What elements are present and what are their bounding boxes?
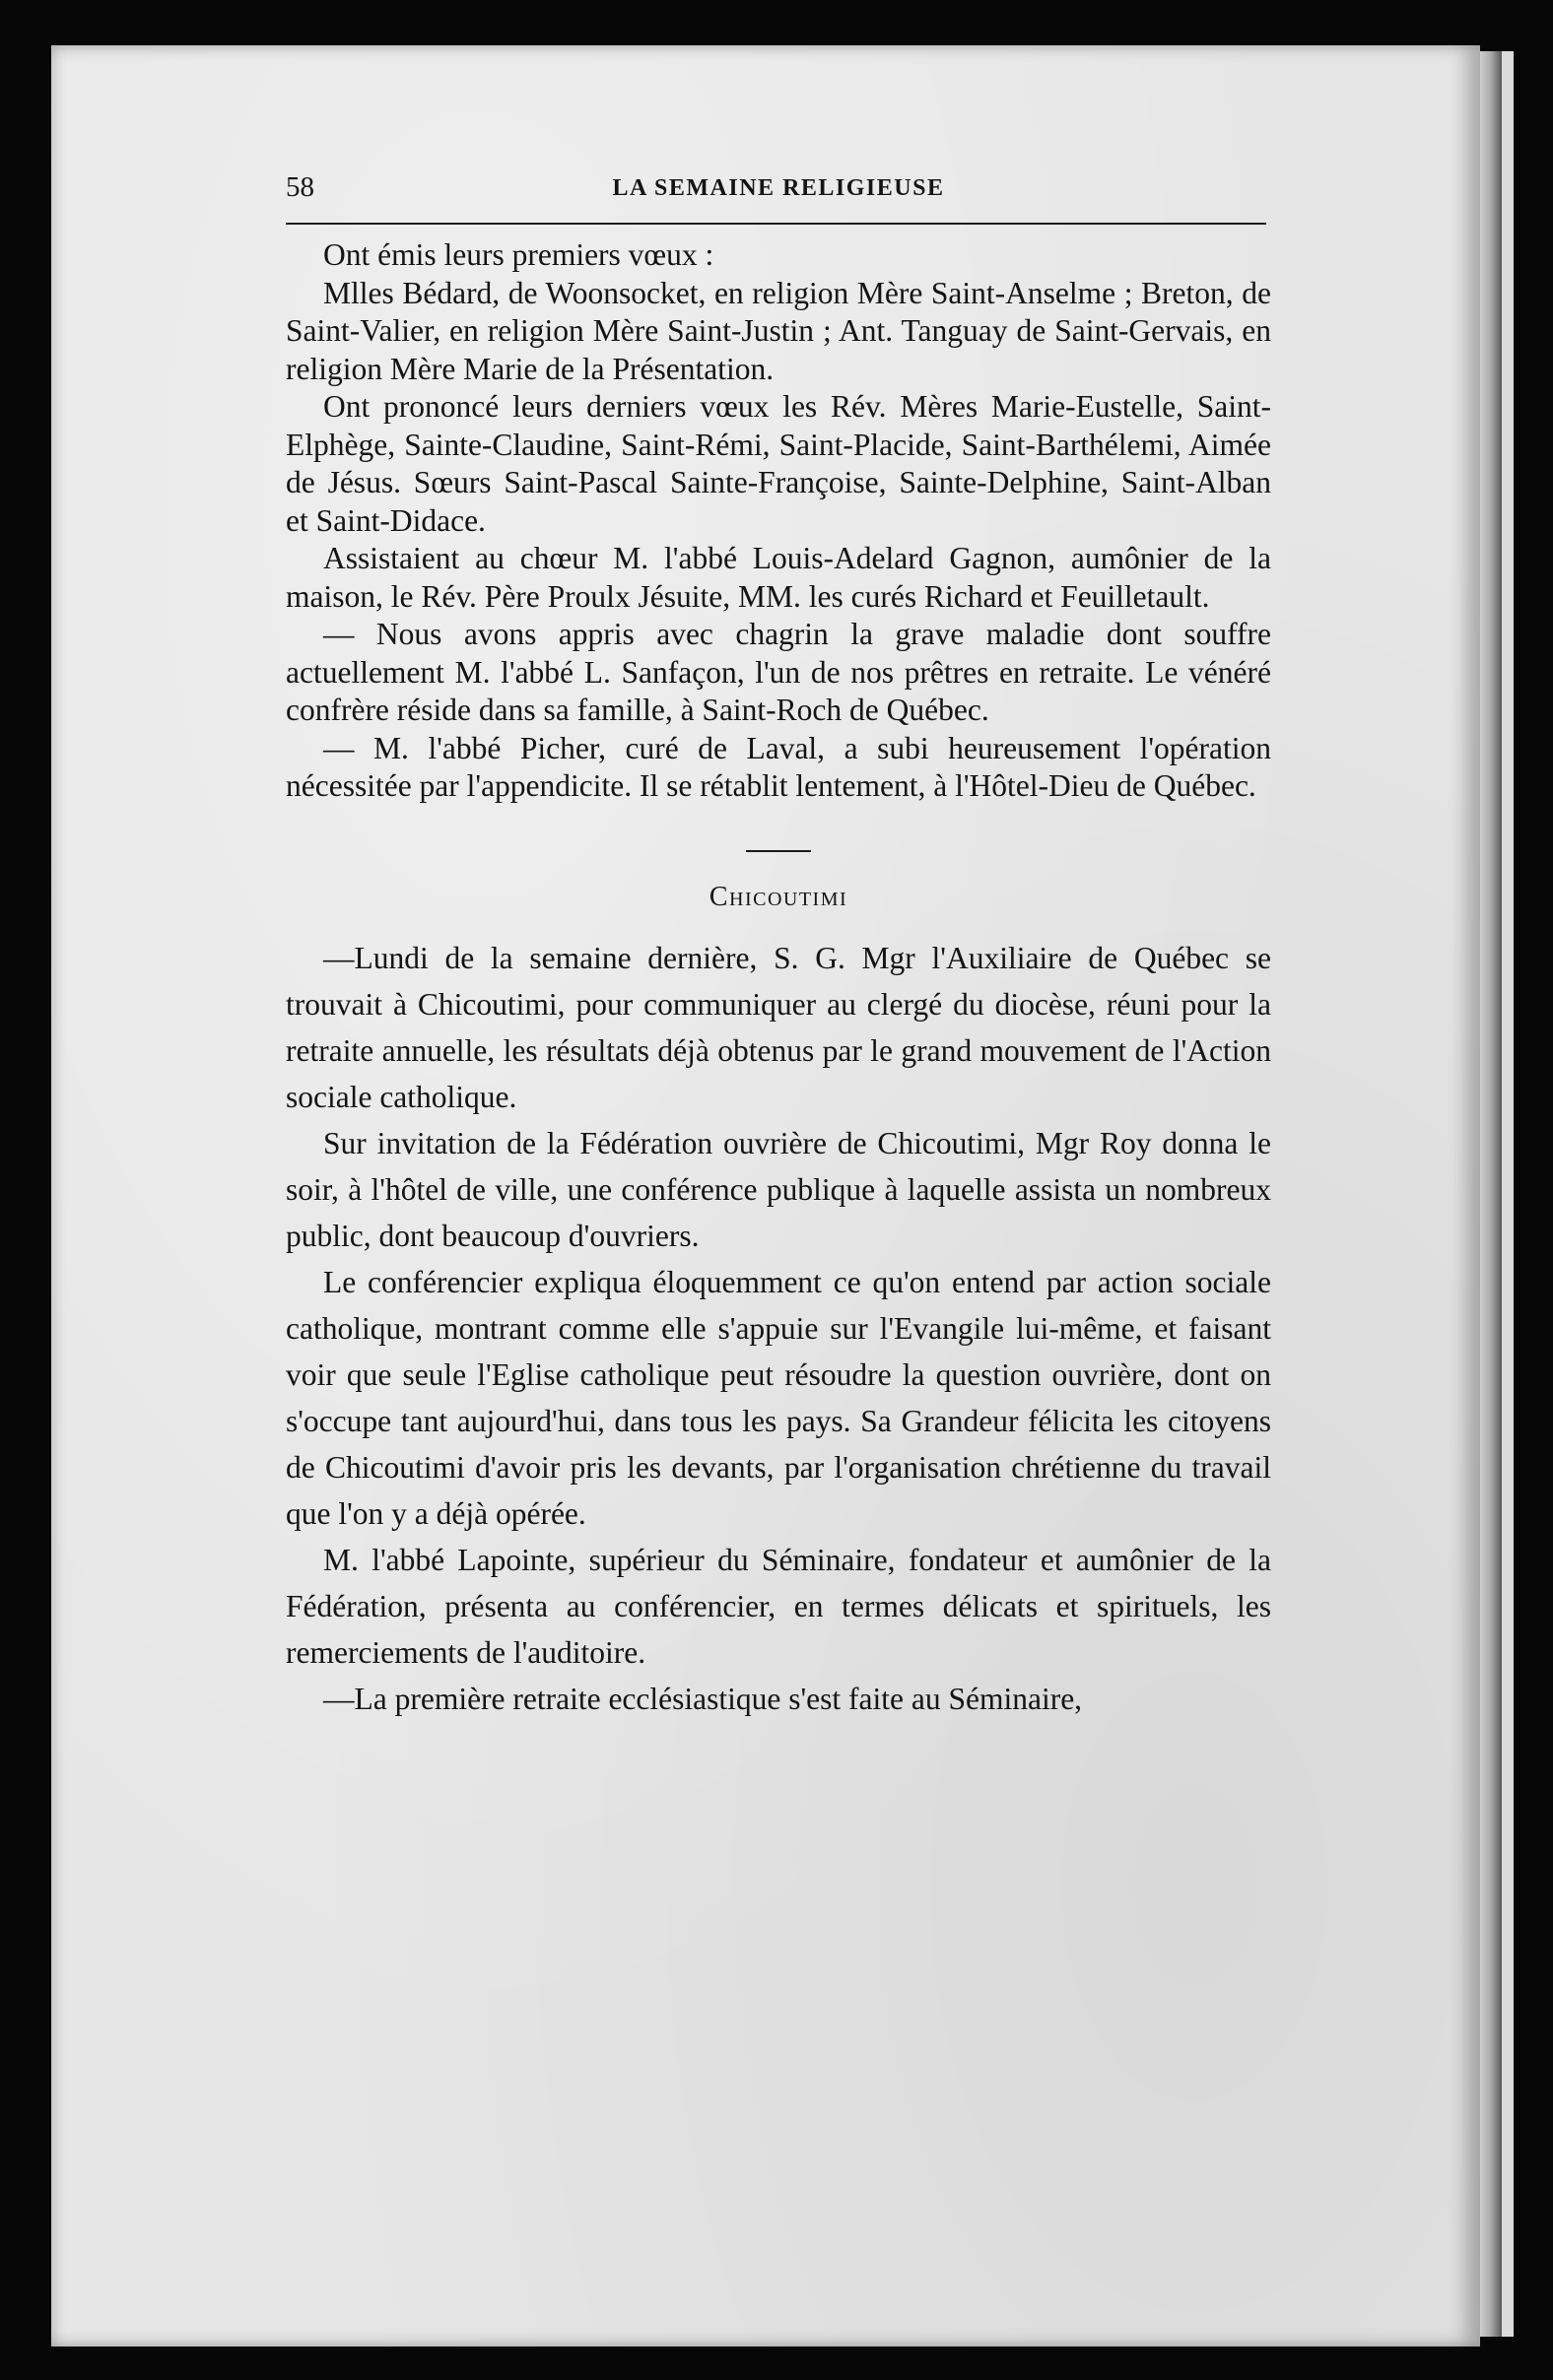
page-content [286,167,1271,1722]
header-rule [286,223,1266,225]
paragraph: —La première retraite ecclésiastique s'est faite au Séminaire, [323,1681,1083,1716]
section-divider [746,850,811,852]
paragraph: — Nous avons appris avec chagrin la grave maladie dont souffre actuellement M. l'abbé L. Sanfaçon, l'un de nos prêtres en retraite. Le vénéré confrère réside dans sa famille, à Saint-Roch de Québec. [286,617,1271,727]
page-header [286,167,1271,219]
paragraph: Mlles Bédard, de Woonsocket, en religion Mère Saint-Anselme ; Breton, de Saint-Valier, en religion Mère Saint-Justin ; Ant. Tanguay de Saint-Gervais, en religion Mère Marie de la Présentation. [286,275,1271,386]
page-number: 58 [286,171,314,203]
news-section-chicoutimi [286,935,1271,1722]
running-title: LA SEMAINE RELIGIEUSE [612,175,945,201]
paragraph: Ont prononcé leurs derniers vœux les Rév. Mères Marie-Eustelle, Saint-Elphège, Sainte-Claudine, Saint-Rémi, Saint-Placide, Saint-Barthélemi, Aimée de Jésus. Sœurs Saint-Pascal Sainte-Françoise, Sainte-Delphine, Saint-Alban et Saint-Didace. [286,389,1271,538]
paragraph: Assistaient au chœur M. l'abbé Louis-Adelard Gagnon, aumônier de la maison, le Rév. Père Proulx Jésuite, MM. les curés Richard et Feuilletault. [286,541,1271,614]
paragraph: — M. l'abbé Picher, curé de Laval, a subi heureusement l'opération nécessitée par l'appendicite. Il se rétablit lentement, à l'Hôtel-Dieu de Québec. [286,730,1271,803]
paragraph: Ont émis leurs premiers vœux : [323,237,714,272]
adjacent-page-edge [1502,51,1514,2337]
paragraph: —Lundi de la semaine dernière, S. G. Mgr l'Auxiliaire de Québec se trouvait à Chicoutimi, pour communiquer au clergé du diocèse, réuni pour la retraite annuelle, les résultats déjà obtenus par le grand mouvement de l'Action sociale catholique. [286,940,1271,1114]
section-heading: Chicoutimi [709,881,848,912]
news-section-1 [286,236,1271,806]
page-edge-shadow [1480,51,1502,2337]
paragraph: Le conférencier expliqua éloquemment ce qu'on entend par action sociale catholique, montrant comme elle s'appuie sur l'Evangile lui-même, et faisant voir que seule l'Eglise catholique peut résoudre la question ouvrière, dont on s'occupe tant aujourd'hui, dans tous les pays. Sa Grandeur félicita les citoyens de Chicoutimi d'avoir pris les devants, par l'organisation chrétienne du travail que l'on y a déjà opérée. [286,1264,1271,1531]
paragraph: M. l'abbé Lapointe, supérieur du Séminaire, fondateur et aumônier de la Fédération, présenta au conférencier, en termes délicats et spirituels, les remerciements de l'auditoire. [286,1542,1271,1670]
paragraph: Sur invitation de la Fédération ouvrière de Chicoutimi, Mgr Roy donna le soir, à l'hôtel de ville, une conférence publique à laquelle assista un nombreux public, dont beaucoup d'ouvriers. [286,1125,1271,1253]
